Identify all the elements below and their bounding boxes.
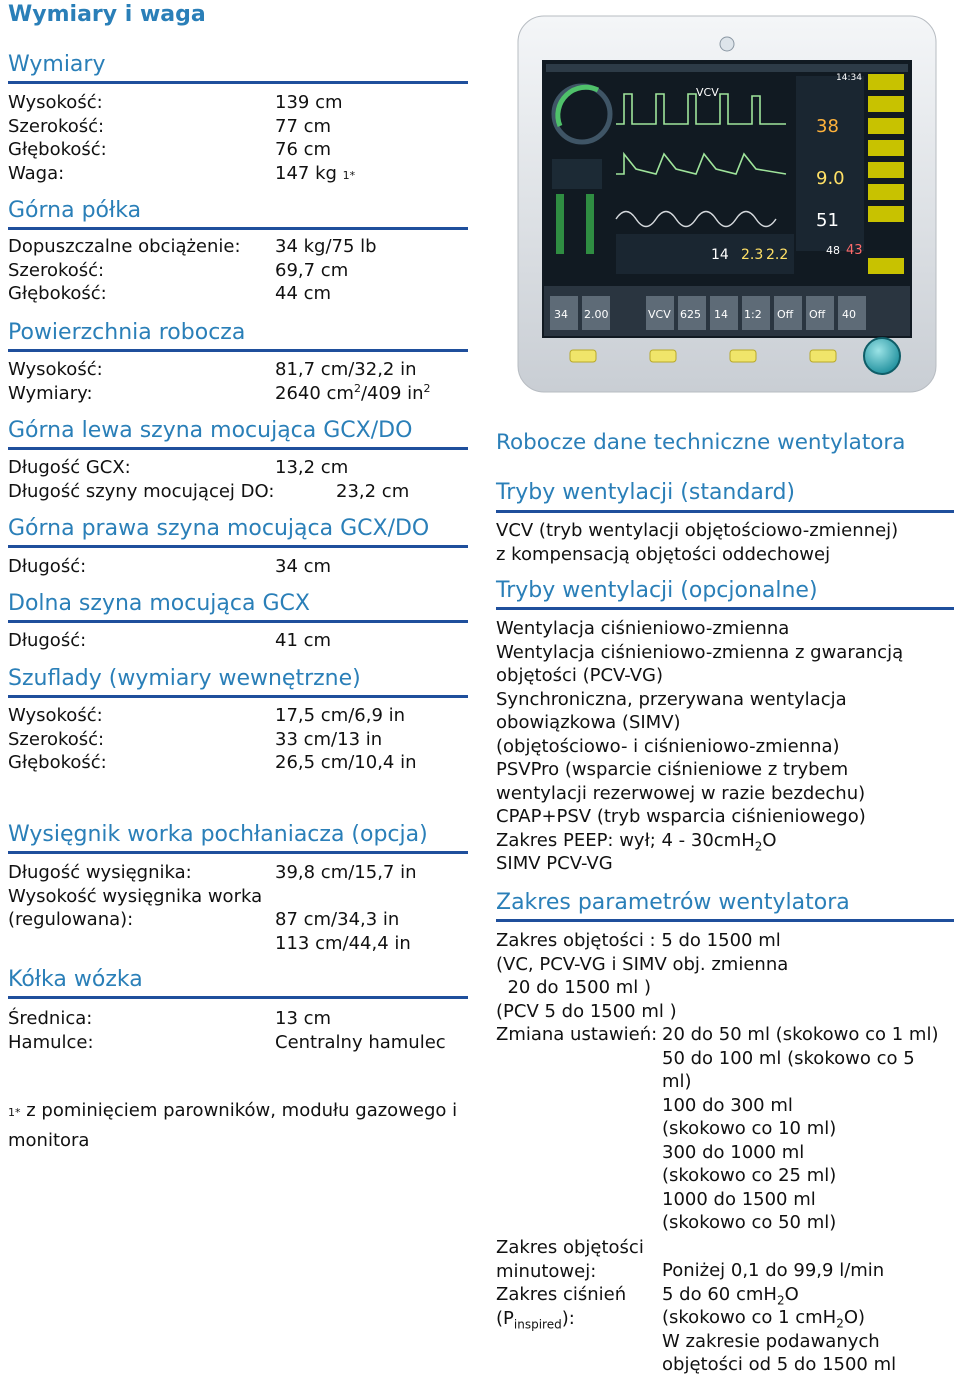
footnote-ref: 1* — [342, 168, 356, 182]
section-divider — [496, 919, 954, 922]
section-divider — [8, 851, 468, 854]
svg-text:2.00: 2.00 — [584, 308, 609, 321]
lower-rail-label: Długość: — [8, 630, 87, 651]
left-rail-value-do: 23,2 cm — [336, 481, 410, 502]
caster-labels: Średnica: Hamulce: — [8, 1008, 94, 1053]
svg-text:14: 14 — [711, 247, 729, 263]
svg-text:34: 34 — [554, 308, 568, 321]
section-divider — [8, 545, 468, 548]
section-heading-kolka: Kółka wózka — [8, 967, 143, 992]
section-heading-lewa-szyna: Górna lewa szyna mocująca GCX/DO — [8, 418, 413, 443]
setting-change-values: 20 do 50 ml (skokowo co 1 ml) 50 do 100 ml (skokowo co 5 ml) 100 do 300 ml (skokowo co 10 ml) 300 do 1000 ml (skokowo co 25 ml) 1000 do 1500 ml (skokowo co 50 ml) — [662, 1024, 939, 1233]
svg-text:VCV: VCV — [648, 308, 671, 321]
section-heading-robocze: Robocze dane techniczne wentylatora — [496, 430, 906, 455]
svg-text:2.3: 2.3 — [741, 247, 764, 263]
dimensions-labels: Wysokość: Szerokość: Głębokość: Waga: — [8, 92, 107, 184]
volume-range-text: Zakres objętości : 5 do 1500 ml (VC, PCV-VG i SIMV obj. zmienna 20 do 1500 ml ) (PCV 5 do 1500 ml ) — [496, 930, 789, 1022]
left-rail-value-gcx: 13,2 cm — [275, 457, 349, 478]
svg-text:43: 43 — [846, 243, 863, 258]
minute-volume-label: Zakres objętości minutowej: Zakres ciśnień $(P_{inspired})$: — [496, 1237, 644, 1332]
section-divider — [8, 695, 468, 698]
section-heading-powierzchnia: Powierzchnia robocza — [8, 320, 246, 345]
bag-arm-labels: Długość wysięgnika: Wysokość wysięgnika worka (regulowana): — [8, 862, 263, 930]
svg-text:48: 48 — [826, 244, 840, 257]
svg-text:14: 14 — [714, 308, 728, 321]
worksurface-values: 81,7 cm/32,2 in 2640 $cm^2/409$ $in^2$ — [275, 359, 431, 404]
lower-rail-value: 41 cm — [275, 630, 332, 651]
standard-modes-text: VCV (tryb wentylacji objętościowo-zmiennej) z kompensacją objętości oddechowej — [496, 520, 899, 565]
worksurface-labels: Wysokość: Wymiary: — [8, 359, 103, 404]
svg-text:625: 625 — [680, 308, 701, 321]
section-divider — [8, 227, 468, 230]
section-heading-wysiegnik: Wysięgnik worka pochłaniacza (opcja) — [8, 822, 428, 847]
shelf-values: 34 kg/75 lb 69,7 cm 44 cm — [275, 236, 377, 304]
optional-modes-text: Wentylacja ciśnieniowo-zmienna Wentylacja ciśnieniowo-zmienna z gwarancją objętości (PCV-VG) Synchroniczna, przerywana wentylacja obowiązkowa (SIMV) (objętościowo- i ciśnieniowo-zmienna) PSVPro (wsparcie ciśnieniowe z trybem wentylacji rezerwowej w razie bezdechu) CPAP+PSV (tryb wsparcia ciśnieniowego) Zakres PEEP: wył; 4 - 30cmH$_2$O SIMV PCV-VG — [496, 618, 904, 874]
setting-change-label: Zmiana ustawień: — [496, 1024, 658, 1045]
section-divider — [8, 620, 468, 623]
right-rail-value: 34 cm — [275, 556, 332, 577]
section-divider — [496, 607, 954, 610]
svg-text:VCV: VCV — [696, 86, 719, 99]
svg-text:2.2: 2.2 — [766, 247, 789, 263]
page-title: Wymiary i waga — [8, 2, 206, 27]
drawer-values: 17,5 cm/6,9 in 33 cm/13 in 26,5 cm/10,4 in — [275, 705, 417, 773]
svg-text:1:2: 1:2 — [744, 308, 762, 321]
svg-text:Off: Off — [809, 308, 826, 321]
svg-text:40: 40 — [842, 308, 856, 321]
dimensions-values: 139 cm 77 cm 76 cm 147 kg 1* — [275, 92, 356, 184]
section-heading-wymiary: Wymiary — [8, 52, 106, 77]
left-rail-labels: Długość GCX: Długość szyny mocującej DO: — [8, 457, 275, 502]
svg-text:38: 38 — [816, 116, 839, 137]
section-heading-tryby-std: Tryby wentylacji (standard) — [496, 480, 796, 505]
section-divider — [8, 81, 468, 84]
shelf-labels: Dopuszczalne obciążenie: Szerokość: Głębokość: — [8, 236, 241, 304]
section-heading-tryby-opc: Tryby wentylacji (opcjonalne) — [496, 578, 818, 603]
section-heading-zakres: Zakres parametrów wentylatora — [496, 890, 850, 915]
section-divider — [496, 510, 954, 513]
drawer-labels: Wysokość: Szerokość: Głębokość: — [8, 705, 107, 773]
caster-values: 13 cm Centralny hamulec — [275, 1008, 446, 1053]
svg-text:9.0: 9.0 — [816, 168, 845, 189]
section-heading-gorna-polka: Górna półka — [8, 198, 142, 223]
svg-text:Off: Off — [777, 308, 794, 321]
right-rail-label: Długość: — [8, 556, 87, 577]
section-heading-prawa-szyna: Górna prawa szyna mocująca GCX/DO — [8, 516, 430, 541]
minute-volume-and-pressure-values: Poniżej 0,1 do 99,9 l/min 5 do 60 cmH$_2$O (skokowo co 1 cmH$_2$O) W zakresie podawanych objętości od 5 do 1500 ml — [662, 1260, 897, 1375]
section-divider — [8, 447, 468, 450]
section-heading-szuflady: Szuflady (wymiary wewnętrzne) — [8, 666, 361, 691]
ventilator-display-image — [516, 14, 938, 394]
svg-text:51: 51 — [816, 210, 839, 231]
section-heading-dolna-szyna: Dolna szyna mocująca GCX — [8, 591, 310, 616]
section-divider — [8, 996, 468, 999]
svg-text:14:34: 14:34 — [836, 73, 862, 83]
footnote: 1* z pominięciem parowników, modułu gazowego i monitora — [8, 1100, 458, 1151]
section-divider — [8, 349, 468, 352]
bag-arm-values: 39,8 cm/15,7 in 87 cm/34,3 in 113 cm/44,4 in — [275, 862, 417, 954]
